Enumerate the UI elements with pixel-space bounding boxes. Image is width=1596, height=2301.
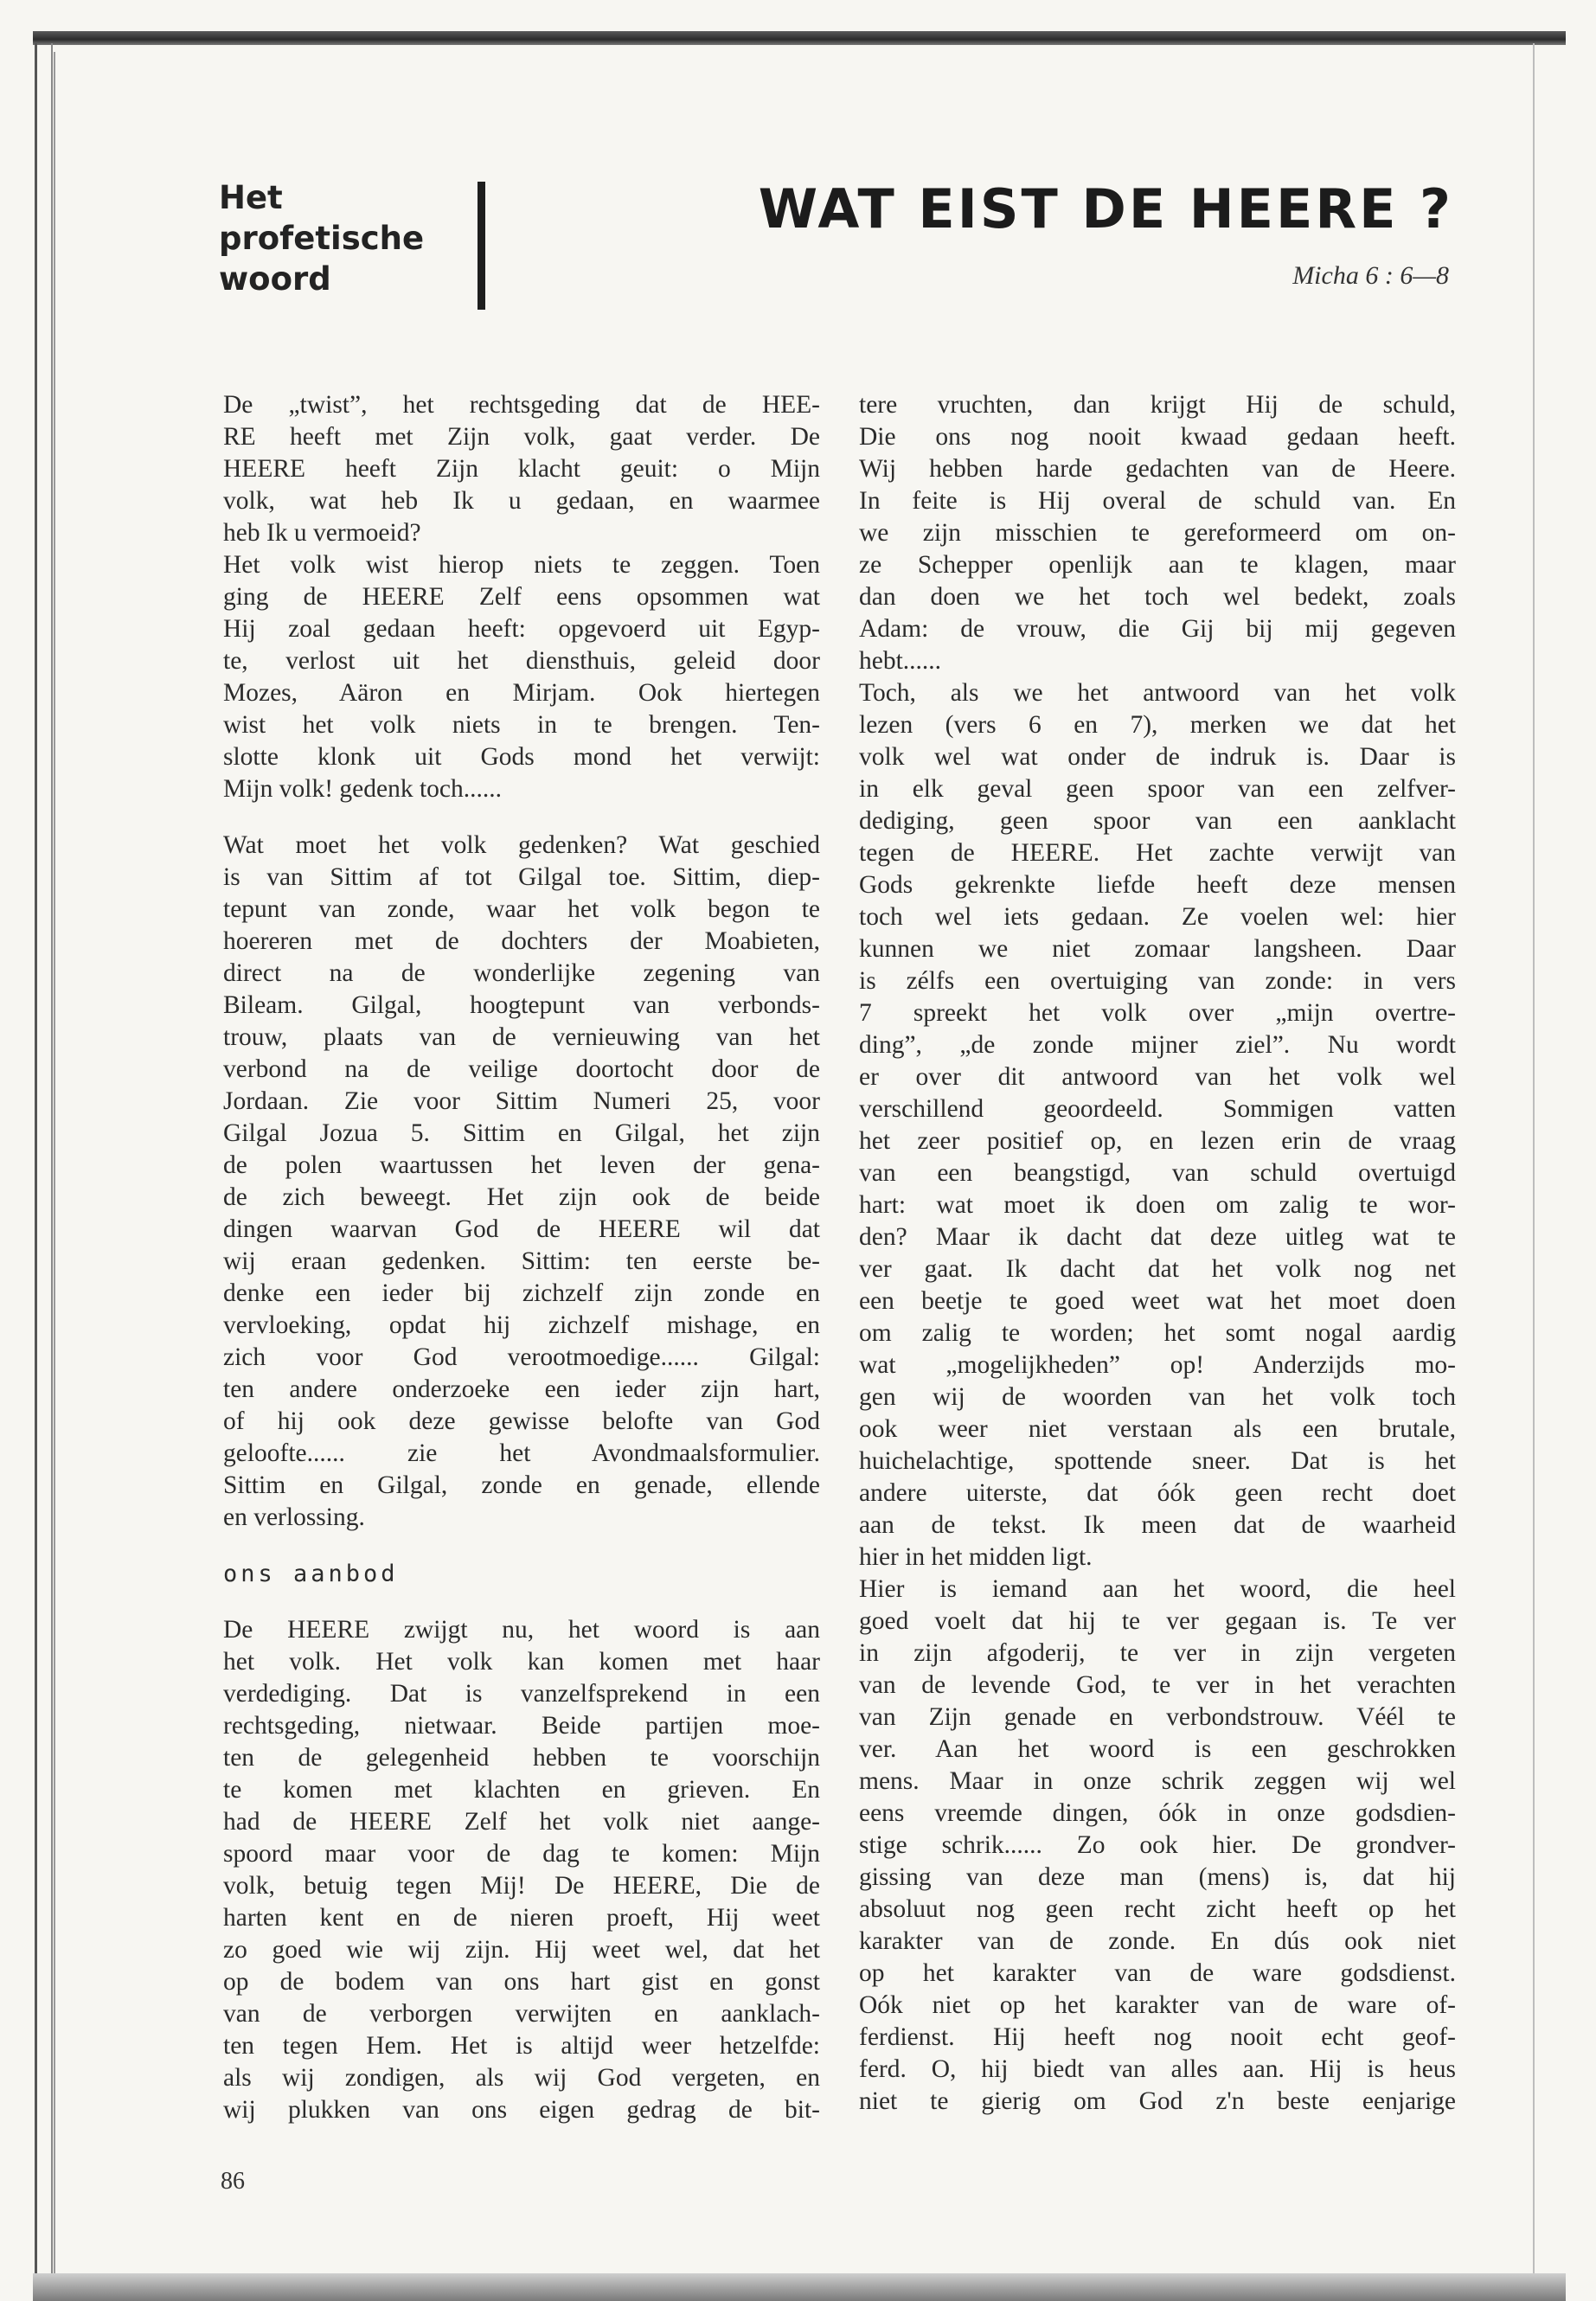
text-line: absoluut nog geen recht zicht heeft op het <box>859 1895 1456 1923</box>
article-title: WAT EIST DE HEERE ? <box>758 177 1453 240</box>
text-line: had de HEERE Zelf het volk niet aange- <box>223 1808 820 1836</box>
text-line: lezen (vers 6 en 7), merken we dat het <box>859 711 1456 739</box>
text-line: de zich beweegt. Het zijn ook de beide <box>223 1183 820 1211</box>
text-line: RE heeft met Zijn volk, gaat verder. De <box>223 423 820 451</box>
text-line: een beetje te goed weet wat het moet doen <box>859 1287 1456 1315</box>
text-line: of hij ook deze gewisse belofte van God <box>223 1407 820 1435</box>
text-line: hebt...... <box>859 647 942 675</box>
top-binding-edge <box>33 31 1566 45</box>
text-line: 7 spreekt het volk over „mijn overtre- <box>859 999 1456 1027</box>
article-column-right <box>859 389 1456 2118</box>
text-line: van Zijn genade en verbondstrouw. Véél te <box>859 1703 1456 1731</box>
text-line: in zijn afgoderij, te ver in zijn vergeten <box>859 1639 1456 1667</box>
text-line: eens vreemde dingen, óók in onze godsdien- <box>859 1799 1456 1827</box>
text-line: geloofte...... zie het Avondmaalsformulier. <box>223 1439 820 1467</box>
text-line: ging de HEERE Zelf eens opsommen wat <box>223 583 820 611</box>
text-line: denke een ieder bij zichzelf zijn zonde en <box>223 1279 820 1307</box>
text-line: kunnen we niet zomaar langsheen. Daar <box>859 935 1456 963</box>
text-line: Oók niet op het karakter van de ware of- <box>859 1991 1456 2019</box>
text-line: De „twist”, het rechtsgeding dat de HEE- <box>223 391 820 419</box>
text-line: en verlossing. <box>223 1503 365 1531</box>
text-line: hoereren met de dochters der Moabieten, <box>223 927 820 955</box>
subheading: ons aanbod <box>223 1561 399 1587</box>
text-line: gissing van deze man (mens) is, dat hij <box>859 1863 1456 1891</box>
text-line: hier in het midden ligt. <box>859 1543 1093 1571</box>
text-line: te, verlost uit het diensthuis, geleid door <box>223 647 820 675</box>
text-line: slotte klonk uit Gods mond het verwijt: <box>223 743 820 771</box>
text-line: Hij zoal gedaan heeft: opgevoerd uit Egyp- <box>223 615 820 643</box>
text-line: hart: wat moet ik doen om zalig te wor- <box>859 1191 1456 1219</box>
text-line: harten kent en de nieren proeft, Hij weet <box>223 1904 820 1932</box>
text-line: verdediging. Dat is vanzelfsprekend in een <box>223 1680 820 1708</box>
text-line: wat „mogelijkheden” op! Anderzijds mo- <box>859 1351 1456 1379</box>
bottom-scan-edge <box>33 2273 1566 2301</box>
text-line: ten andere onderzoeke een ieder zijn hart, <box>223 1375 820 1403</box>
scripture-reference: Micha 6 : 6—8 <box>1292 261 1449 290</box>
text-line: zich voor God verootmoedige...... Gilgal: <box>223 1343 820 1371</box>
text-line: van een beangstigd, van schuld overtuigd <box>859 1159 1456 1187</box>
text-line: goed voelt dat hij te ver gegaan is. Te ver <box>859 1607 1456 1635</box>
text-line: de polen waartussen het leven der gena- <box>223 1151 820 1179</box>
text-line: heb Ik u vermoeid? <box>223 519 421 547</box>
text-line: van de levende God, te ver in het verachten <box>859 1671 1456 1699</box>
article-column-left <box>223 389 820 2126</box>
text-line: ferdienst. Hij heeft nog nooit echt geof- <box>859 2023 1456 2051</box>
text-line: dan doen we het toch wel bedekt, zoals <box>859 583 1456 611</box>
text-line: HEERE heeft Zijn klacht geuit: o Mijn <box>223 455 820 483</box>
text-line: Die ons nog nooit kwaad gedaan heeft. <box>859 423 1456 451</box>
text-line: Bileam. Gilgal, hoogtepunt van verbonds- <box>223 991 820 1019</box>
text-line: op het karakter van de ware godsdienst. <box>859 1959 1456 1987</box>
text-line: er over dit antwoord van het volk wel <box>859 1063 1456 1091</box>
text-line: karakter van de zonde. En dús ook niet <box>859 1927 1456 1955</box>
text-line: is zélfs een overtuiging van zonde: in vers <box>859 967 1456 995</box>
text-line: tepunt van zonde, waar het volk begon te <box>223 895 820 923</box>
section-label-line: profetische <box>219 220 425 257</box>
text-line: aan de tekst. Ik meen dat de waarheid <box>859 1511 1456 1539</box>
text-line: den? Maar ik dacht dat deze uitleg wat te <box>859 1223 1456 1251</box>
text-line: toch wel iets gedaan. Ze voelen wel: hier <box>859 903 1456 931</box>
text-line: Wij hebben harde gedachten van de Heere. <box>859 455 1456 483</box>
text-line: Het volk wist hierop niets te zeggen. Toen <box>223 551 820 579</box>
paragraph-gap <box>223 1534 820 1558</box>
text-line: Hier is iemand aan het woord, die heel <box>859 1575 1456 1603</box>
text-line: vervloeking, opdat hij zichzelf mishage, en <box>223 1311 820 1339</box>
text-line: ding”, „de zonde mijner ziel”. Nu wordt <box>859 1031 1456 1059</box>
text-line: Jordaan. Zie voor Sittim Numeri 25, voor <box>223 1087 820 1115</box>
text-line: volk, betuig tegen Mij! De HEERE, Die de <box>223 1872 820 1900</box>
text-line: huichelachtige, spottende sneer. Dat is het <box>859 1447 1456 1475</box>
text-line: niet te gierig om God z'n beste eenjarige <box>859 2087 1456 2115</box>
paragraph-gap <box>223 1590 820 1614</box>
text-line: De HEERE zwijgt nu, het woord is aan <box>223 1616 820 1644</box>
text-line: Mozes, Aäron en Mirjam. Ook hiertegen <box>223 679 820 707</box>
text-line: dingen waarvan God de HEERE wil dat <box>223 1215 820 1243</box>
text-line: wij plukken van ons eigen gedrag de bit- <box>223 2096 820 2124</box>
text-line: wij eraan gedenken. Sittim: ten eerste be- <box>223 1247 820 1275</box>
text-line: direct na de wonderlijke zegening van <box>223 959 820 987</box>
text-line: is van Sittim af tot Gilgal toe. Sittim, diep- <box>223 863 820 891</box>
text-line: Toch, als we het antwoord van het volk <box>859 679 1456 707</box>
text-line: gen wij de woorden van het volk toch <box>859 1383 1456 1411</box>
text-line: we zijn misschien te gereformeerd om on- <box>859 519 1456 547</box>
text-line: Wat moet het volk gedenken? Wat geschied <box>223 831 820 859</box>
text-line: om zalig te worden; het somt nogal aardig <box>859 1319 1456 1347</box>
text-line: Gilgal Jozua 5. Sittim en Gilgal, het zijn <box>223 1119 820 1147</box>
text-line: tere vruchten, dan krijgt Hij de schuld, <box>859 391 1456 419</box>
text-line: verschillend geoordeeld. Sommigen vatten <box>859 1095 1456 1123</box>
text-line: wist het volk niets in te brengen. Ten- <box>223 711 820 739</box>
header-divider <box>478 182 485 310</box>
text-line: mens. Maar in onze schrik zeggen wij wel <box>859 1767 1456 1795</box>
text-line: Sittim en Gilgal, zonde en genade, ellende <box>223 1471 820 1499</box>
text-line: het volk. Het volk kan komen met haar <box>223 1648 820 1676</box>
section-label-line: Het <box>219 179 283 216</box>
text-line: van de verborgen verwijten en aanklach- <box>223 2000 820 2028</box>
text-line: het zeer positief op, en lezen erin de vraag <box>859 1127 1456 1155</box>
text-line: trouw, plaats van de vernieuwing van het <box>223 1023 820 1051</box>
section-label-line: woord <box>219 260 331 298</box>
text-line: in elk geval geen spoor van een zelfver- <box>859 775 1456 803</box>
text-line: volk, wat heb Ik u gedaan, en waarmee <box>223 487 820 515</box>
right-page-edge <box>1533 43 1535 2284</box>
text-line: tegen de HEERE. Het zachte verwijt van <box>859 839 1456 867</box>
text-line: Gods gekrenkte liefde heeft deze mensen <box>859 871 1456 899</box>
text-line: ferd. O, hij biedt van alles aan. Hij is heus <box>859 2055 1456 2083</box>
text-line: ook weer niet verstaan als een brutale, <box>859 1415 1456 1443</box>
text-line: verbond na de veilige doortocht door de <box>223 1055 820 1083</box>
text-line: te komen met klachten en grieven. En <box>223 1776 820 1804</box>
page-number: 86 <box>221 2168 245 2195</box>
text-line: op de bodem van ons hart gist en gonst <box>223 1968 820 1996</box>
text-line: ver. Aan het woord is een geschrokken <box>859 1735 1456 1763</box>
text-line: ten tegen Hem. Het is altijd weer hetzelfde: <box>223 2032 820 2060</box>
left-binding-edge <box>35 43 53 2292</box>
paragraph-gap <box>223 805 820 830</box>
text-line: andere uiterste, dat óók geen recht doet <box>859 1479 1456 1507</box>
text-line: ze Schepper openlijk aan te klagen, maar <box>859 551 1456 579</box>
text-line: Mijn volk! gedenk toch...... <box>223 775 502 803</box>
text-line: ten de gelegenheid hebben te voorschijn <box>223 1744 820 1772</box>
text-line: volk wel wat onder de indruk is. Daar is <box>859 743 1456 771</box>
left-binding-line <box>54 52 55 2292</box>
text-line: ver gaat. Ik dacht dat het volk nog net <box>859 1255 1456 1283</box>
section-label <box>219 177 452 299</box>
text-line: spoord maar voor de dag te komen: Mijn <box>223 1840 820 1868</box>
text-line: zo goed wie wij zijn. Hij weet wel, dat het <box>223 1936 820 1964</box>
text-line: dediging, geen spoor van een aanklacht <box>859 807 1456 835</box>
text-line: als wij zondigen, als wij God vergeten, en <box>223 2064 820 2092</box>
text-line: stige schrik...... Zo ook hier. De grondver- <box>859 1831 1456 1859</box>
text-line: In feite is Hij overal de schuld van. En <box>859 487 1456 515</box>
text-line: rechtsgeding, nietwaar. Beide partijen moe- <box>223 1712 820 1740</box>
text-line: Adam: de vrouw, die Gij bij mij gegeven <box>859 615 1456 643</box>
